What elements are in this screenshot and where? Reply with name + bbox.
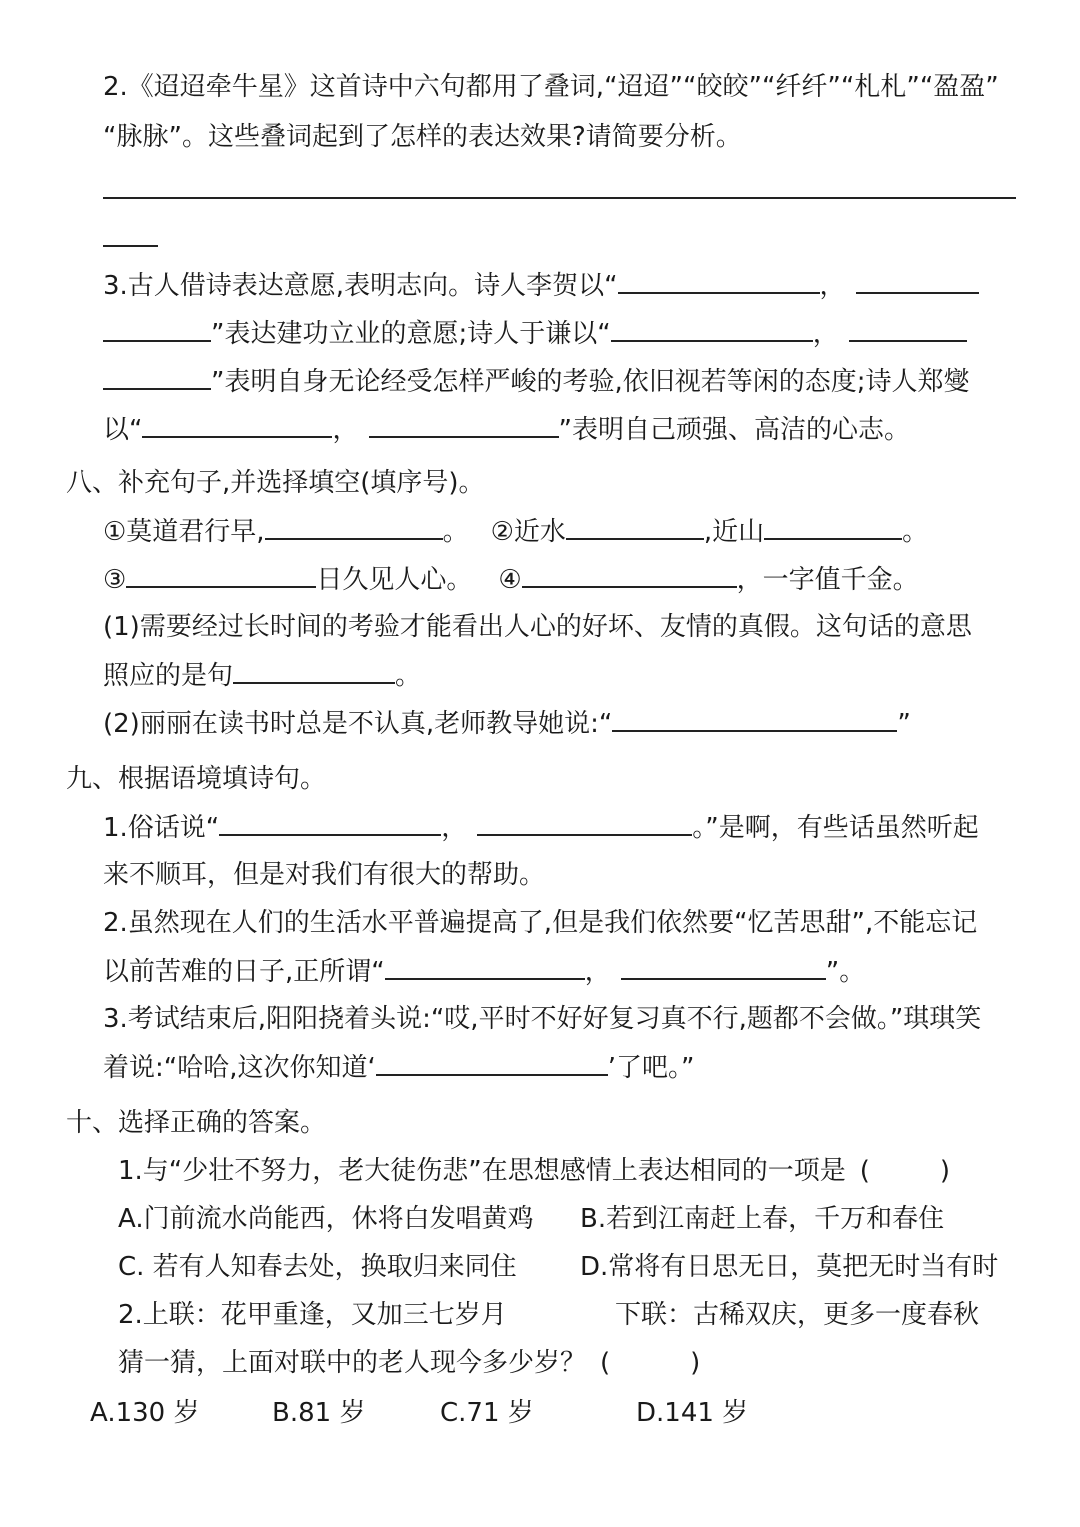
s9-q3-text-a: 3.考试结束后,阳阳挠着头说:“哎,平时不好好复习真不行,题都不会做。”琪琪笑	[103, 1004, 982, 1034]
comma: ，	[584, 957, 611, 987]
q7-3-text-c: ”表明自身无论经受怎样严峻的考验,依旧视若等闲的态度;诗人郑燮	[211, 367, 970, 397]
period: 。	[902, 517, 929, 547]
q7-2-text2: “脉脉”。这些叠词起到了怎样的表达效果?请简要分析。	[103, 122, 742, 152]
q7-2-line2	[103, 120, 742, 154]
s8-q2-line	[103, 706, 911, 740]
blank[interactable]	[612, 706, 897, 732]
s9-q2-text-c: ”。	[825, 957, 866, 987]
s8-q1-text1: (1)需要经过长时间的考验才能看出人心的好坏、友情的真假。这句话的意思	[103, 612, 972, 642]
paren-close: )	[690, 1348, 701, 1378]
blank[interactable]	[103, 316, 211, 342]
blank[interactable]	[566, 514, 704, 540]
option-a[interactable]: A.门前流水尚能西，休将白发唱黄鸡	[118, 1204, 534, 1234]
q7-3-line4	[103, 412, 910, 446]
blank[interactable]	[522, 562, 737, 588]
s8-row1	[103, 514, 928, 548]
s8-item2-mid: ,近山	[703, 517, 765, 547]
s8-q1-line1	[103, 610, 972, 644]
s9-q1-text-c: 来不顺耳，但是对我们有很大的帮助。	[103, 860, 546, 890]
period: 。	[442, 517, 469, 547]
blank[interactable]	[856, 268, 979, 294]
blank[interactable]	[376, 1050, 608, 1076]
q7-3-text-d: 以“	[103, 415, 143, 445]
q7-3-line1	[103, 268, 979, 302]
blank[interactable]	[611, 316, 813, 342]
section-8-heading	[66, 466, 485, 500]
s9-q1-line2	[103, 858, 545, 892]
s9-q2-line2	[103, 954, 865, 988]
paren-open: (	[600, 1348, 611, 1378]
s10-q2-upper: 2.上联：花甲重逢，又加三七岁月	[118, 1300, 507, 1330]
s9-q3-line2	[103, 1050, 695, 1084]
paren-close: )	[939, 1156, 951, 1186]
answer-line[interactable]	[103, 197, 1016, 199]
blank[interactable]	[764, 514, 902, 540]
s9-q2-text-a: 2.虽然现在人们的生活水平普遍提高了,但是我们依然要“忆苦思甜”,不能忘记	[103, 908, 978, 938]
s9-q3-line1	[103, 1002, 981, 1036]
period: 。	[395, 661, 422, 691]
paren-open: (	[859, 1156, 870, 1186]
answer-line-end[interactable]	[103, 245, 158, 247]
option-c[interactable]: C.71 岁	[440, 1398, 534, 1428]
comma: ，	[332, 415, 359, 445]
q7-3-text-e: ”表明自己顽强、高洁的心志。	[558, 415, 910, 445]
s10-q2-lower: 下联：古稀双庆，更多一度春秋	[615, 1300, 980, 1330]
s9-q3-text-b: 着说:“哈哈,这次你知道‘	[103, 1053, 376, 1083]
blank[interactable]	[126, 562, 316, 588]
close-quote: ”	[897, 709, 911, 739]
section-8-title: 八、补充句子,并选择填空(填序号)。	[66, 468, 485, 498]
s8-item4: ④	[498, 565, 522, 595]
comma: ，	[441, 813, 468, 843]
blank[interactable]	[477, 810, 692, 836]
s10-q2-question: 猜一猜，上面对联中的老人现今多少岁？	[118, 1348, 587, 1378]
s8-item1: ①莫道君行早,	[103, 517, 265, 547]
s10-q1-options-cd	[118, 1250, 999, 1284]
s9-q1-text-b: 。”是啊，有些话虽然听起	[692, 813, 979, 843]
s9-q2-line1	[103, 906, 977, 940]
blank[interactable]	[219, 810, 441, 836]
option-a[interactable]: A.130 岁	[90, 1398, 200, 1428]
s8-q1-text2: 照应的是句	[103, 661, 234, 691]
s10-q2-options	[90, 1396, 890, 1430]
s9-q1-line1	[103, 810, 979, 844]
blank[interactable]	[621, 954, 826, 980]
s9-q3-text-c: ’了吧。”	[607, 1053, 695, 1083]
q7-3-text-a: 3.古人借诗表达意愿,表明志向。诗人李贺以“	[103, 271, 618, 301]
s10-q2-line1	[118, 1298, 980, 1332]
s9-q2-text-b: 以前苦难的日子,正所谓“	[103, 957, 385, 987]
comma: ，	[812, 319, 839, 349]
section-9-title: 九、根据语境填诗句。	[66, 764, 327, 794]
s8-item4-end: ，一字值千金。	[736, 565, 919, 595]
s8-q2-text: (2)丽丽在读书时总是不认真,老师教导她说:“	[103, 709, 613, 739]
q7-3-line3	[103, 364, 970, 398]
s8-item3-end: 日久见人心。	[316, 565, 473, 595]
s8-item2: ②近水	[490, 517, 566, 547]
blank[interactable]	[265, 514, 443, 540]
section-10-heading	[66, 1106, 326, 1140]
option-d[interactable]: D.常将有日思无日，莫把无时当有时	[580, 1252, 999, 1282]
blank[interactable]	[142, 412, 332, 438]
s10-q1-line	[118, 1154, 950, 1188]
blank[interactable]	[849, 316, 967, 342]
s9-q1-text-a: 1.俗话说“	[103, 813, 220, 843]
comma: ，	[819, 271, 846, 301]
s10-q1-text: 1.与“少壮不努力，老大徒伤悲”在思想感情上表达相同的一项是	[118, 1156, 846, 1186]
s10-q2-line2	[118, 1346, 700, 1380]
s10-q1-options-ab	[118, 1202, 945, 1236]
section-10-title: 十、选择正确的答案。	[66, 1108, 327, 1138]
blank[interactable]	[618, 268, 820, 294]
q7-3-line2	[103, 316, 967, 350]
q7-2-text1: 2.《迢迢牵牛星》这首诗中六句都用了叠词,“迢迢”“皎皎”“纤纤”“札札”“盈盈”	[103, 72, 999, 102]
blank[interactable]	[233, 658, 395, 684]
q7-2-line1	[103, 70, 999, 104]
q7-3-text-b: ”表达建功立业的意愿;诗人于谦以“	[211, 319, 611, 349]
section-9-heading	[66, 762, 326, 796]
option-b[interactable]: B.81 岁	[272, 1398, 366, 1428]
s8-row2	[103, 562, 919, 596]
blank[interactable]	[103, 364, 211, 390]
option-d[interactable]: D.141 岁	[636, 1398, 749, 1428]
s8-q1-line2	[103, 658, 421, 692]
option-b[interactable]: B.若到江南赶上春，千万和春住	[580, 1204, 945, 1234]
s8-item3: ③	[103, 565, 127, 595]
blank[interactable]	[385, 954, 585, 980]
option-c[interactable]: C. 若有人知春去处，换取归来同住	[118, 1252, 517, 1282]
blank[interactable]	[369, 412, 559, 438]
